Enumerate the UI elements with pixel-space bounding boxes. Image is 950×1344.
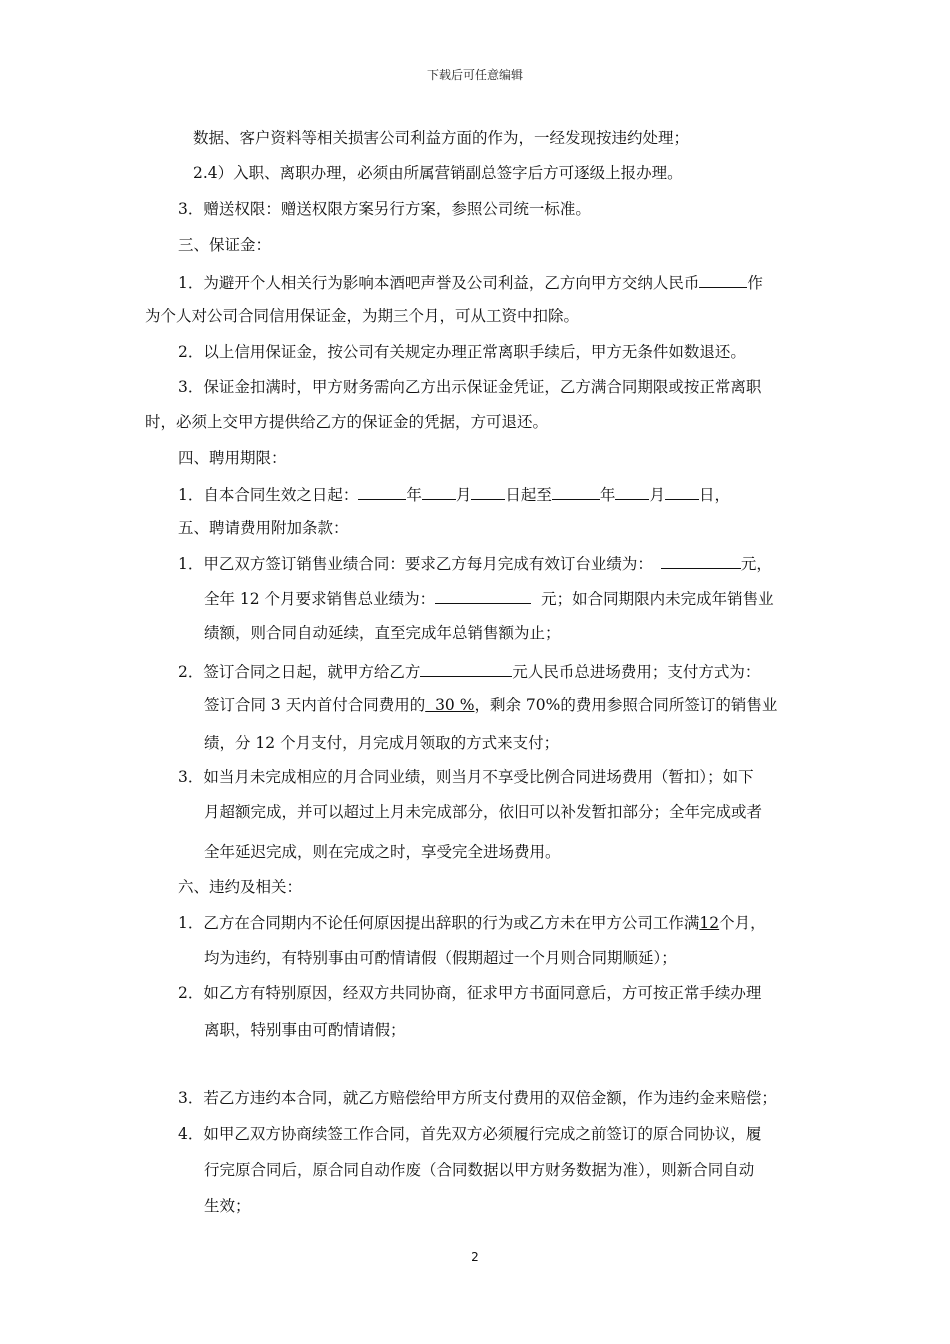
- page-number: 2: [471, 1250, 479, 1264]
- text-span: 元人民币总进场费用；支付方式为：: [512, 663, 761, 681]
- text-span: 1．自本合同生效之日起：: [178, 486, 359, 504]
- months-number: 12: [699, 914, 720, 932]
- text-span: 元，: [740, 555, 772, 573]
- text-line: [178, 913, 766, 933]
- text-line: 月超额完成，并可以超过上月未完成部分，依旧可以补发暂扣部分；全年完成或者: [204, 803, 763, 821]
- text-span: 个月，: [719, 914, 766, 932]
- text-span: 年: [599, 486, 616, 504]
- text-span: 日，: [698, 486, 730, 504]
- section-heading: 三、保证金：: [178, 236, 272, 254]
- text-span: ，剩余 70%的费用参照合同所签订的销售业: [474, 696, 778, 714]
- text-line: 3．赠送权限：赠送权限方案另行方案，参照公司统一标准。: [178, 200, 591, 218]
- text-line: 4．如甲乙双方协商续签工作合同，首先双方必须履行完成之前签订的原合同协议，履: [178, 1125, 762, 1143]
- page-header: 下载后可任意编辑: [426, 68, 523, 82]
- blank-field: [665, 483, 699, 500]
- text-line: 绩，分 12 个月支付，月完成月领取的方式来支付；: [204, 734, 560, 752]
- text-span: 1．甲乙双方签订销售业绩合同：要求乙方每月完成有效订台业绩为：: [178, 555, 653, 573]
- text-line: 时，必须上交甲方提供给乙方的保证金的凭据，方可退还。: [145, 413, 549, 431]
- text-line: 为个人对公司合同信用保证金，为期三个月，可从工资中扣除。: [145, 307, 580, 325]
- text-span: 签订合同 3 天内首付合同费用的: [204, 696, 426, 714]
- blank-field: [471, 483, 505, 500]
- text-line: [204, 695, 777, 715]
- text-span: 年: [406, 486, 422, 504]
- text-line: 离职，特别事由可酌情请假；: [204, 1021, 406, 1039]
- section-heading: 五、聘请费用附加条款：: [178, 519, 349, 537]
- text-line: [204, 587, 774, 609]
- text-line: 数据、客户资料等相关损害公司利益方面的作为，一经发现按违约处理；: [193, 129, 690, 147]
- text-line: [178, 483, 730, 505]
- text-span: 月: [649, 486, 665, 504]
- text-line: 行完原合同后，原合同自动作废（合同数据以甲方财务数据为准），则新合同自动: [204, 1161, 755, 1179]
- text-line: 2.4）入职、离职办理，必须由所属营销副总签字后方可逐级上报办理。: [193, 164, 683, 182]
- blank-field: [615, 483, 649, 500]
- text-span: 1．乙方在合同期内不论任何原因提出辞职的行为或乙方未在甲方公司工作满: [178, 914, 700, 932]
- text-line: 2．如乙方有特别原因，经双方共同协商，征求甲方书面同意后，方可按正常手续办理: [178, 984, 762, 1002]
- text-line: 3．若乙方违约本合同，就乙方赔偿给甲方所支付费用的双倍金额，作为违约金来赔偿；: [178, 1089, 777, 1107]
- payment-percent: 30 %: [425, 696, 475, 714]
- section-heading: 四、聘用期限：: [178, 449, 287, 467]
- text-span: 2．签订合同之日起，就甲方给乙方: [178, 663, 421, 681]
- blank-field: [552, 483, 600, 500]
- text-span: 月: [455, 486, 472, 504]
- text-line: [178, 271, 763, 293]
- text-span: 元；如合同期限内未完成年销售业: [541, 590, 774, 608]
- blank-field: [435, 587, 531, 604]
- section-heading: 六、违约及相关：: [178, 878, 303, 896]
- text-line: 绩额，则合同自动延续，直至完成年总销售额为止；: [204, 624, 561, 642]
- text-line: [178, 660, 760, 682]
- text-line: 全年延迟完成，则在完成之时，享受完全进场费用。: [204, 843, 561, 861]
- text-line: 3．如当月未完成相应的月合同业绩，则当月不享受比例合同进场费用（暂扣）；如下: [178, 768, 754, 786]
- text-line: 3．保证金扣满时，甲方财务需向乙方出示保证金凭证，乙方满合同期限或按正常离职: [178, 378, 762, 396]
- text-line: [178, 552, 772, 574]
- blank-field: [699, 271, 747, 288]
- blank-field: [358, 483, 406, 500]
- text-line: 生效；: [204, 1197, 251, 1215]
- text-span: 作: [747, 274, 763, 292]
- text-span: 1．为避开个人相关行为影响本酒吧声誉及公司利益，乙方向甲方交纳人民币: [178, 274, 700, 292]
- blank-field: [420, 660, 512, 677]
- text-line: 均为违约，有特别事由可酌情请假（假期超过一个月则合同期顺延）；: [204, 949, 677, 967]
- text-span: 全年 12 个月要求销售总业绩为：: [204, 590, 436, 608]
- blank-field: [422, 483, 456, 500]
- text-line: 2．以上信用保证金，按公司有关规定办理正常离职手续后，甲方无条件如数退还。: [178, 343, 746, 361]
- text-span: 日起至: [505, 486, 552, 504]
- blank-field: [661, 552, 741, 569]
